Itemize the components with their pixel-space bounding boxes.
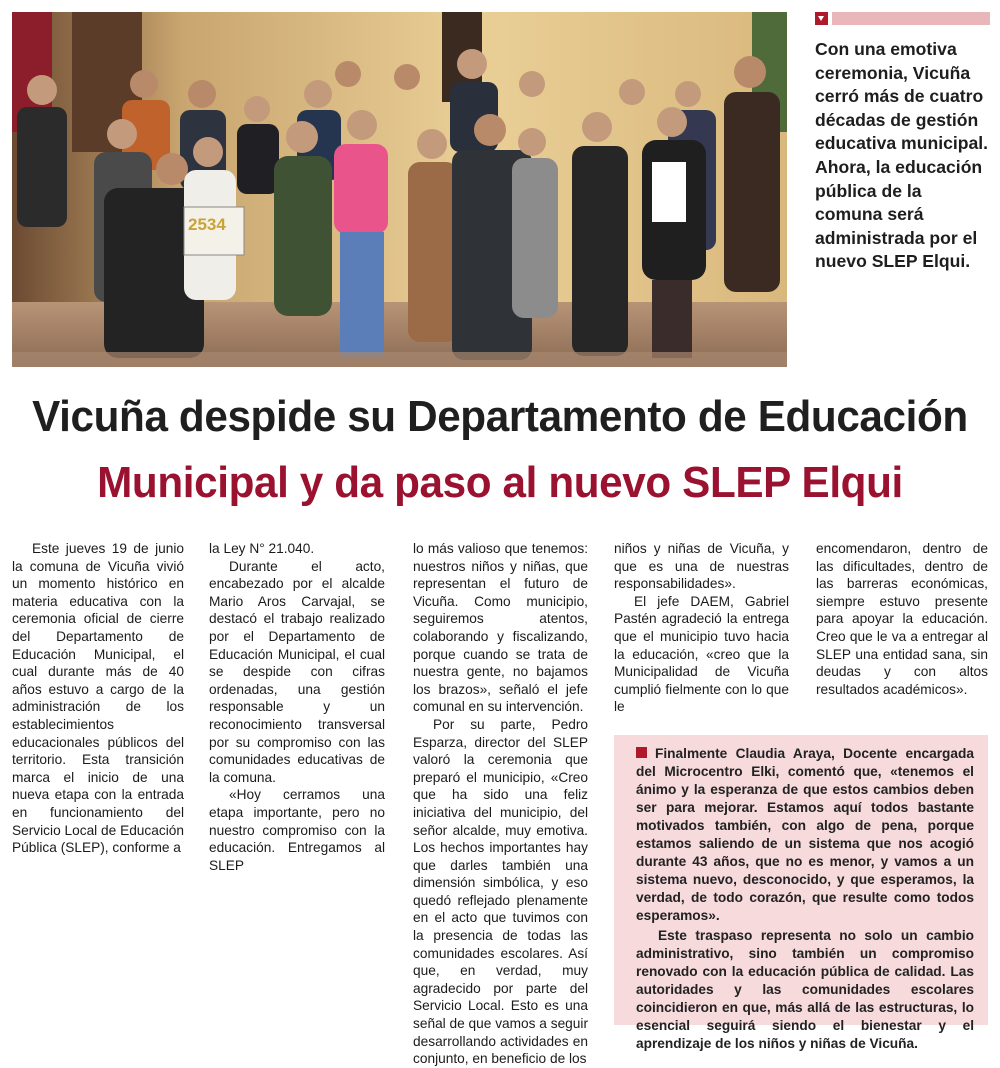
quote-box [614, 735, 988, 1051]
paragraph: encomendaron, dentro de las dificultades, dentro de las barreras económicas, siempre estuvo presente para apoyar la educación. Creo que le va a entregar al SLEP una entidad sana, sin deudas y con altos resultados académicos». [816, 541, 988, 697]
paragraph: El jefe DAEM, Gabriel Pastén agradeció la entrega que el municipio tuvo hacia la educación, «creo que la Municipalidad de Vicuña cumplió fielmente con lo que le [614, 593, 789, 715]
article-column-5 [816, 540, 988, 698]
paragraph: la Ley N° 21.040. [209, 541, 315, 556]
headline-line-2: Municipal y da paso al nuevo SLEP Elqui [97, 458, 903, 507]
quote-paragraph-1 [636, 745, 974, 925]
article-column-4 [614, 540, 789, 716]
summary-sidebar [815, 12, 990, 362]
paragraph: Por su parte, Pedro Esparza, director del SLEP valoró la ceremonia que preparó el municipio, «Creo que ha sido una feliz iniciativa del municipio, del señor alcalde, muy emotiva. Los hechos importantes hay que darles también una dimensión simbólica, y eso quedó reflejado plenamente en el acto que tuvimos con la presencia de todas las comunidades escolares. Así que, en verdad, muy agradecido por parte del Servicio Local. Esto es una señal de que vamos a seguir desarrollando actividades en conjunto, en beneficio de los [413, 716, 589, 1067]
summary-tag-bar [815, 12, 990, 26]
paragraph: lo más valioso que tenemos: nuestros niños y niñas, que representan el futuro de Vicuña. Como municipio, seguiremos atentos, colaborando y fiscalizando, porque cuando se trata de nuestra gente, no bajamos los brazos», señaló el jefe comunal en su intervención. [413, 541, 588, 715]
quote-text: Finalmente Claudia Araya, Docente encargada del Microcentro Elki, comentó que, «tenemos el ánimo y la esperanza de que estos cambios deben ser para mejorar. Estamos aquí todos bastante motivados también, con algo de pena, porque estamos saliendo de un sistema que nos acogió durante 43 años, que no es menor, y vamos a un sistema nuevo, desconocido, y que esperamos, la verdad, de todo corazón, que resulte como todos esperamos». [636, 746, 974, 923]
paragraph: Durante el acto, encabezado por el alcalde Mario Aros Carvajal, se destacó el trabajo realizado por el Departamento de Educación Municipal, el cual se despide con cifras ordenadas, una gestión responsable y un reconocimiento transversal por su compromiso con las comunidades educativas de la comuna. [209, 558, 385, 785]
square-bullet-icon [636, 747, 647, 758]
sign-number: 2534 [188, 215, 226, 234]
summary-text: Con una emotiva ceremonia, Vicuña cerró más de cuatro décadas de gestión educativa municipal. Ahora, la educación pública de la comuna será administrada por el nuevo SLEP Elqui. [815, 39, 989, 272]
article-column-2 [209, 540, 385, 874]
article-column-1 [12, 540, 184, 857]
paragraph: Este jueves 19 de junio la comuna de Vicuña vivió un momento histórico en materia educativa con la ceremonia oficial de cierre del Departamento de Educación Municipal, el cual durante más de 40 años estuvo a cargo de la administración de los establecimientos educacionales públicos del territorio. Esta transición marca el inicio de una nueva etapa con la entrada en funcionamiento del Servicio Local de Educación Pública (SLEP), conforme a [12, 541, 184, 856]
article-column-3 [413, 540, 588, 1068]
chevron-down-icon [815, 12, 828, 25]
tag-band [832, 12, 990, 25]
article-photo [12, 12, 787, 367]
headline-line-1: Vicuña despide su Departamento de Educación [32, 392, 968, 441]
group-photo-illustration [12, 12, 787, 367]
paragraph: niños y niñas de Vicuña, y que es una de nuestras responsabilidades». [614, 541, 789, 592]
quote-paragraph-2: Este traspaso representa no solo un cambio administrativo, sino también un compromiso renovado con la educación pública de calidad. Las autoridades y las comunidades escolares coincidieron en que, más allá de las estructuras, lo esencial seguirá siendo el bienestar y el aprendizaje de los niños y niñas de Vicuña. [636, 928, 974, 1051]
paragraph: «Hoy cerramos una etapa importante, pero no nuestro compromiso con la educación. Entregamos al SLEP [209, 787, 385, 873]
